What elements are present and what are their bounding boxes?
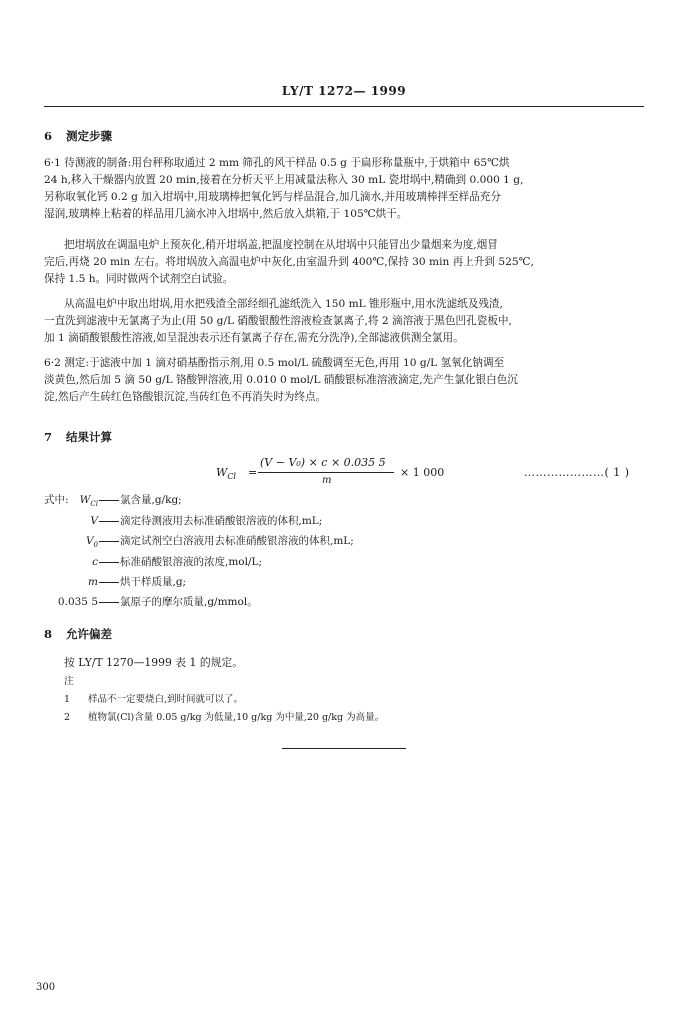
definition-row: m 烘干样质量,g; xyxy=(88,576,187,588)
text-line: 保持 1.5 h。同时做两个试剂空白试验。 xyxy=(44,273,234,285)
paragraph-6-1 xyxy=(44,155,636,223)
formula-denominator: m xyxy=(322,475,332,486)
note-label: 注 xyxy=(64,676,74,687)
section-number: 7 xyxy=(44,430,53,444)
text-line: 淀,然后产生砖红色铬酸银沉淀,当砖红色不再消失时为终点。 xyxy=(44,391,327,403)
formula-1 xyxy=(200,456,640,490)
paragraph-6-2 xyxy=(44,355,636,406)
note-item: 1 样品不一定要烧白,到时间就可以了。 xyxy=(64,694,244,705)
text-line: 湿润,玻璃棒上粘着的样品用几滴水冲入坩埚中,然后放入烘箱,于 105℃烘干。 xyxy=(44,208,408,220)
text-line: 6·1 待测液的制备:用台秤称取通过 2 mm 筛孔的风干样品 0.5 g 于扁形称量瓶中,于烘箱中 65℃烘 xyxy=(44,157,510,169)
formula-numerator: (V − V₀) × c × 0.035 5 xyxy=(260,456,386,469)
section-title: 结果计算 xyxy=(66,430,112,444)
fraction-bar xyxy=(258,472,394,473)
text-line: 淡黄色,然后加 5 滴 50 g/L 铬酸钾溶液,用 0.010 0 mol/L 硝酸银标准溶液滴定,先产生氯化银白色沉 xyxy=(44,374,518,386)
section-8-heading xyxy=(44,626,112,642)
definition-row: c 标准硝酸银溶液的浓度,mol/L; xyxy=(92,556,263,568)
definition-row: 0.035 5 氯原子的摩尔质量,g/mmol。 xyxy=(57,596,258,608)
text-line: 完后,再烧 20 min 左右。将坩埚放入高温电炉中灰化,由室温升到 400℃,保持 30 min 再上升到 525℃, xyxy=(44,256,534,268)
text-line: 24 h,移入干燥器内放置 20 min,接着在分析天平上用减量法称入 30 mL 瓷坩埚中,精确到 0.000 1 g, xyxy=(44,174,524,186)
section-title: 测定步骤 xyxy=(66,129,112,143)
formula-lhs: $W_{Cl}$ xyxy=(216,466,236,482)
formula-equals: = xyxy=(248,466,258,479)
text-line: 一直洗到滤液中无氯离子为止(用 50 g/L 硝酸银酸性溶液检查氯离子,将 2 滴溶液于黑色凹孔瓷板中, xyxy=(44,315,512,327)
paragraph-washing-cont xyxy=(44,313,636,347)
text-line: 6·2 测定:于滤液中加 1 滴对硝基酚指示剂,用 0.5 mol/L 硫酸调至无色,再用 10 g/L 氢氧化钠调至 xyxy=(44,357,505,369)
page-header: LY/T 1272— 1999 xyxy=(281,84,407,98)
section-title: 允许偏差 xyxy=(66,627,112,641)
text-line: 把坩埚放在调温电炉上预灰化,稍开坩埚盖,把温度控制在从坩埚中只能冒出少量烟来为度,烟冒 xyxy=(64,239,498,251)
definition-row: V 滴定待测液用去标准硝酸银溶液的体积,mL; xyxy=(90,515,323,527)
note-item: 2 植物氯(Cl)含量 0.05 g/kg 为低量,10 g/kg 为中量,20 g/kg 为高量。 xyxy=(64,712,385,723)
end-rule xyxy=(282,748,406,749)
page-number: 300 xyxy=(36,982,56,993)
text-line: 从高温电炉中取出坩埚,用水把残渣全部经细孔滤纸洗入 150 mL 锥形瓶中,用水洗滤纸及残渣, xyxy=(64,298,503,310)
paragraph-ashing xyxy=(64,237,636,254)
section-8-text: 按 LY/T 1270—1999 表 1 的规定。 xyxy=(64,656,244,669)
header-divider xyxy=(44,106,644,107)
paragraph-washing xyxy=(64,296,636,313)
section-number: 6 xyxy=(44,129,53,143)
paragraph-ashing-cont xyxy=(44,254,636,288)
section-number: 8 xyxy=(44,627,53,641)
where-label: 式中: xyxy=(44,494,69,506)
section-7-heading xyxy=(44,429,112,445)
equation-number: …………………( 1 ) xyxy=(524,466,630,479)
definition-row: $W_{Cl}$ 氯含量,g/kg; xyxy=(79,494,182,509)
formula-multiplier: × 1 000 xyxy=(400,466,445,479)
text-line: 加 1 滴硝酸银酸性溶液,如呈混浊表示还有氯离子存在,需充分洗净),全部滤液供测全氯用。 xyxy=(44,332,464,344)
definition-row: $V_0$ 滴定试剂空白溶液用去标准硝酸银溶液的体积,mL; xyxy=(85,535,354,550)
section-6-heading xyxy=(44,128,112,144)
text-line: 另称取氧化钙 0.2 g 加入坩埚中,用玻璃棒把氧化钙与样品混合,加几滴水,并用玻璃棒拌至样品充分 xyxy=(44,191,501,203)
